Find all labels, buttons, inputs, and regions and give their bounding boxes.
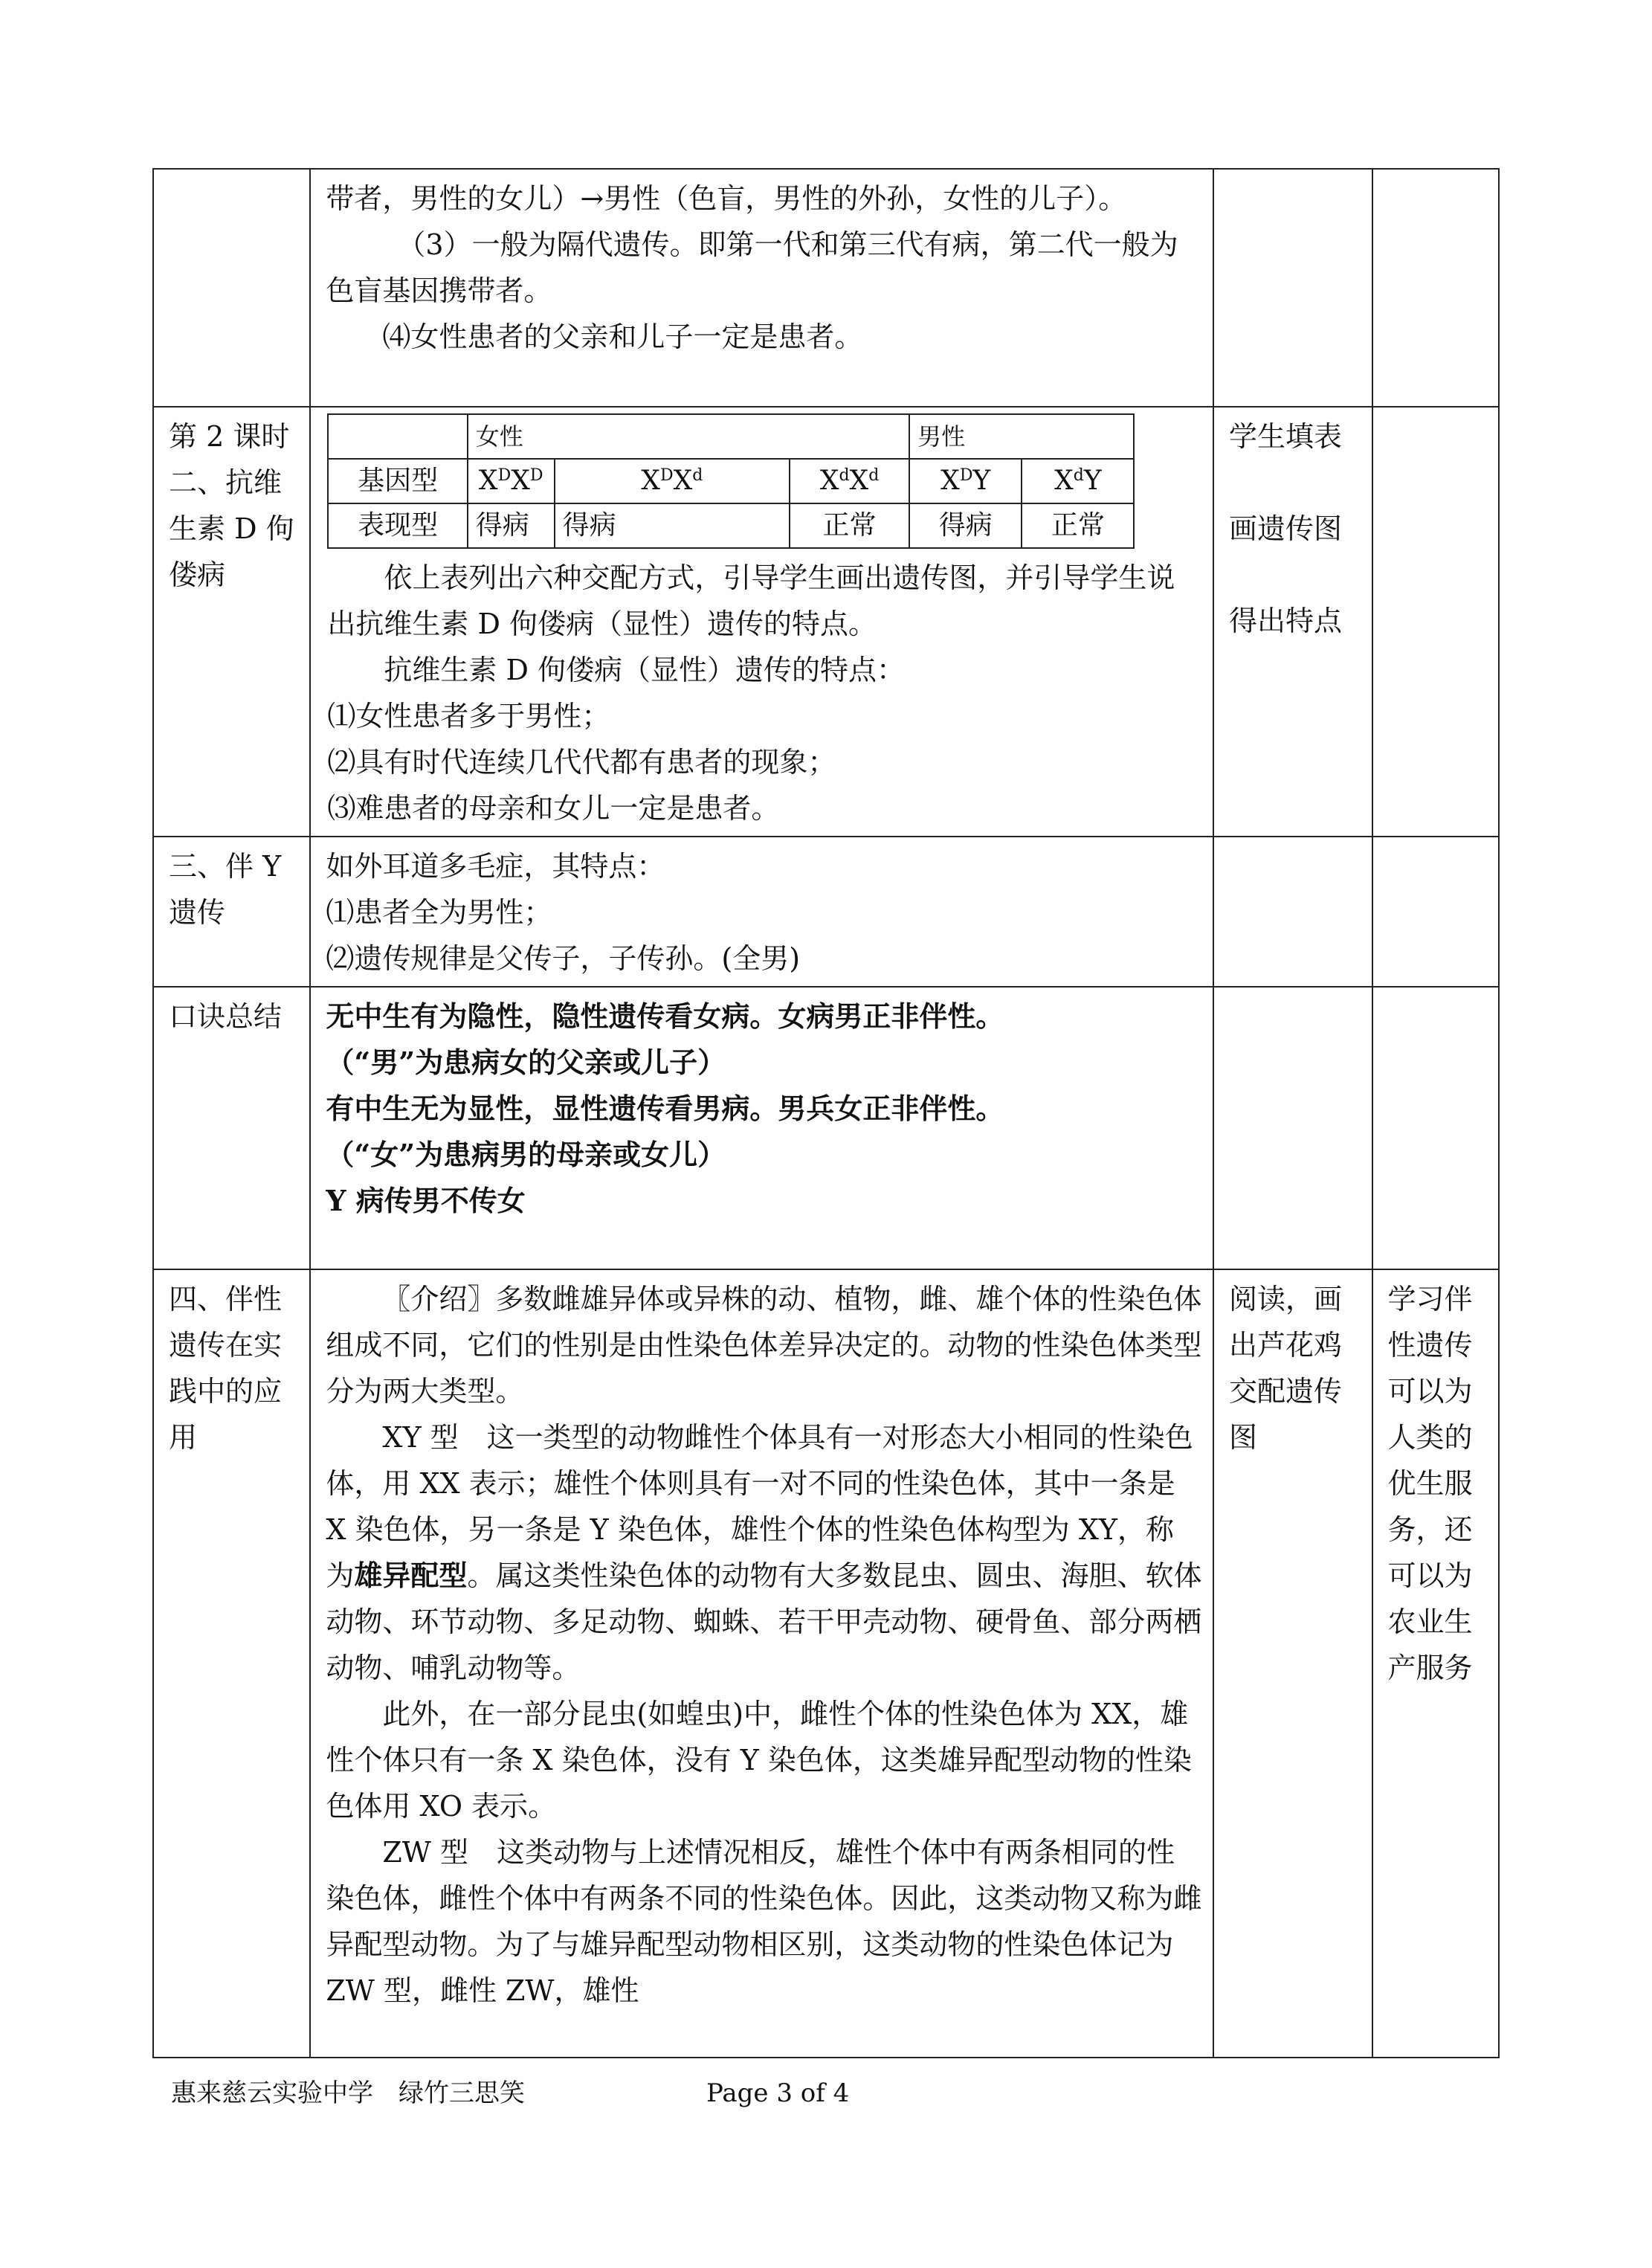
row1-activity-cell [1213,169,1372,407]
footer-author: 绿竹三思笑 [399,2078,525,2108]
row1-line-3: ⑷女性患者的父亲和儿子一定是患者。 [382,320,863,353]
row2-text-1: 依上表列出六种交配方式，引导学生画出遗传图，并引导学生说出抗维生素 D 佝偻病（显性）遗传的特点。 [327,561,1175,640]
row3-line-1: 如外耳道多毛症，其特点： [326,850,665,883]
row5-para-xo: 此外，在一部分昆虫(如蝗虫)中，雌性个体的性染色体为 XX，雄性个体只有一条 X 染色体，没有 Y 染色体，这类雄异配型动物的性染色体用 XO 表示。 [326,1698,1192,1823]
phenotype-2: 得病 [555,503,790,548]
row1-line-1: 带者，男性的女儿）→男性（色盲，男性的外孙，女性的儿子）。 [326,182,1127,215]
row4-line-4: （“女”为患病男的母亲或女儿） [326,1138,726,1171]
genotype-xdxd-lower: $X^dX^d$ [790,459,909,503]
row-y-linked [153,837,1499,987]
row3-activity-cell [1213,837,1372,987]
row4-line-2: （“男”为患病女的父亲或儿子） [326,1046,726,1079]
row4-purpose-cell [1372,987,1499,1269]
phenotype-1: 得病 [468,503,555,548]
row5-para-intro: 〖介绍〗多数雌雄异体或异株的动、植物，雌、雄个体的性染色体组成不同，它们的性别是由性染色体差异决定的。动物的性染色体类型分为两大类型。 [326,1283,1202,1408]
row1-purpose-cell [1372,169,1499,407]
footer-school: 惠来慈云实验中学 绿竹三思笑 [171,2078,525,2108]
row4-line-5: Y 病传男不传女 [326,1184,526,1217]
row4-label-cell: 口诀总结 [153,987,310,1269]
row2-text-2: 抗维生素 D 佝偻病（显性）遗传的特点： [384,654,906,686]
genotype-xdy-lower: $X^dY$ [1022,459,1134,503]
row2-purpose-cell [1372,407,1499,837]
row2-text-4: ⑵具有时代连续几代代都有患者的现象； [327,746,836,779]
row2-activity-2: 画遗传图 [1228,512,1342,545]
genotype-xdy-upper: $X^DY$ [909,459,1022,503]
row-sex-linked-application [153,1269,1499,2058]
phenotype-5: 正常 [1022,503,1134,548]
inner-header-empty [328,414,467,459]
row1-content-cell [310,169,1213,407]
phenotype-label: 表现型 [328,503,467,548]
row5-content-cell [310,1269,1213,2058]
row1-line-2: （3）一般为隔代遗传。即第一代和第三代有病，第二代一般为色盲基因携带者。 [326,228,1178,307]
row2-content-cell [310,407,1213,837]
row2-activity-3: 得出特点 [1228,605,1342,637]
row2-text-5: ⑶难患者的母亲和女儿一定是患者。 [327,792,780,825]
phenotype-4: 得病 [909,503,1022,548]
genotype-phenotype-table [327,413,1135,549]
page-footer [171,2075,850,2112]
row4-line-1: 无中生有为隐性，隐性遗传看女病。女病男正非伴性。 [326,999,1004,1033]
lesson-plan-table [152,168,1500,2058]
row2-label-title: 二、抗维生素 D 佝偻病 [169,466,294,591]
row2-text-3: ⑴女性患者多于男性； [327,700,610,732]
inner-header-female: 女性 [468,414,909,459]
inner-header-male: 男性 [909,414,1134,459]
row1-label-cell [153,169,310,407]
row3-line-2: ⑴患者全为男性； [326,896,552,929]
row3-line-3: ⑵遗传规律是父传子，子传孙。(全男) [326,942,801,975]
row2-activity-1: 学生填表 [1228,420,1342,453]
row2-activity-cell [1213,407,1372,837]
row4-line-3: 有中生无为显性，显性遗传看男病。男兵女正非伴性。 [326,1092,1004,1125]
row2-label-cell [153,407,310,837]
row5-para-xy: XY 型 这一类型的动物雌性个体具有一对形态大小相同的性染色体，用 XX 表示；雄性个体则具有一对不同的性染色体，其中一条是 X 染色体，另一条是 Y 染色体，雄性个体的性染色体构型为 XY，称为雄异配型。属这类性染色体的动物有大多数昆虫、圆虫、海胆、软体动物、环节动物、多足动物、蜘蛛、若干甲壳动物、硬骨鱼、部分两栖动物、哺乳动物等。 [326,1421,1202,1684]
row5-label-cell: 四、伴性遗传在实践中的应用 [153,1269,310,2058]
row-vitamin-d-rickets [153,407,1499,837]
row4-activity-cell [1213,987,1372,1269]
genotype-xdxd-upper: $X^DX^D$ [468,459,555,503]
row5-para-zw: ZW 型 这类动物与上述情况相反，雄性个体中有两条相同的性染色体，雌性个体中有两条不同的性染色体。因此，这类动物又称为雌异配型动物。为了与雄异配型动物相区别，这类动物的性染色体记为 ZW 型，雌性 ZW，雄性 [326,1836,1202,2007]
footer-page-number: Page 3 of 4 [706,2078,850,2108]
genotype-label: 基因型 [328,459,467,503]
row-color-blindness-continued [153,169,1499,407]
row5-term-male-heterogametic: 雄异配型 [354,1559,468,1592]
row-mnemonic-summary [153,987,1499,1269]
row3-content-cell [310,837,1213,987]
genotype-xdxd-hetero: $X^DX^d$ [555,459,790,503]
row5-purpose-cell: 学习伴性遗传可以为人类的优生服务，还可以为农业生产服务 [1372,1269,1499,2058]
row2-label-lesson: 第 2 课时 [169,420,290,453]
row5-activity-cell: 阅读，画出芦花鸡交配遗传图 [1213,1269,1372,2058]
phenotype-3: 正常 [790,503,909,548]
row3-label-cell: 三、伴 Y 遗传 [153,837,310,987]
row4-content-cell [310,987,1213,1269]
row3-purpose-cell [1372,837,1499,987]
